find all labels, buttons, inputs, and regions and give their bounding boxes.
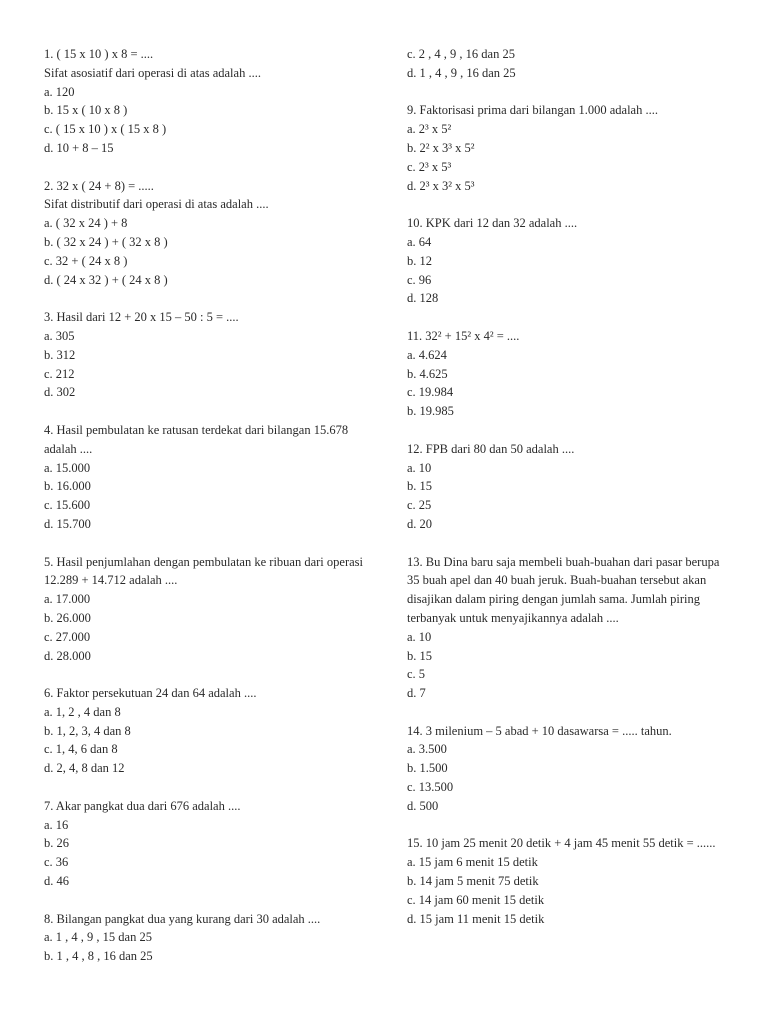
answer-option: a. 16 (44, 817, 69, 832)
answer-option: d. 500 (407, 798, 439, 813)
question-text: 10. KPK dari 12 dan 32 adalah .... (407, 216, 578, 231)
question-block (407, 45, 732, 83)
answer-option: d. 15.700 (44, 516, 91, 531)
answer-option: c. 19.984 (407, 385, 454, 400)
answer-options (407, 740, 732, 815)
answer-options (407, 628, 732, 703)
answer-option: a. 10 (407, 460, 432, 475)
question-text: 8. Bilangan pangkat dua yang kurang dari 30 adalah .... (44, 911, 321, 926)
answer-option: d. 7 (407, 686, 426, 701)
answer-option: a. 17.000 (44, 592, 91, 607)
question-text: 1. ( 15 x 10 ) x 8 = .... (44, 47, 154, 61)
answer-option: a. 15.000 (44, 460, 91, 475)
answer-option: b. 16.000 (44, 479, 91, 494)
answer-options (407, 120, 732, 195)
question-block (407, 327, 732, 421)
right-column (407, 45, 732, 947)
answer-option: c. 32 + ( 24 x 8 ) (44, 253, 128, 268)
answer-option: a. 4.624 (407, 347, 447, 362)
answer-option: b. 2² x 3³ x 5² (407, 140, 475, 155)
question-block (44, 308, 374, 402)
answer-options (407, 45, 732, 83)
answer-option: b. 312 (44, 347, 76, 362)
question-text: 4. Hasil pembulatan ke ratusan terdekat dari bilangan 15.678 adalah .... (44, 422, 349, 456)
answer-options (407, 233, 732, 308)
answer-options (407, 459, 732, 534)
answer-option: b. 1.500 (407, 761, 448, 776)
question-block (44, 45, 374, 158)
answer-option: b. 14 jam 5 menit 75 detik (407, 874, 539, 889)
answer-option: d. ( 24 x 32 ) + ( 24 x 8 ) (44, 272, 168, 287)
answer-options (44, 703, 374, 778)
question-block (44, 910, 374, 966)
answer-options (44, 590, 374, 665)
answer-option: c. 2 , 4 , 9 , 16 dan 25 (407, 47, 515, 61)
answer-options (44, 928, 374, 966)
answer-option: b. 15 (407, 648, 432, 663)
answer-option: a. 3.500 (407, 742, 447, 757)
question-text: 13. Bu Dina baru saja membeli buah-buahan dari pasar berupa 35 buah apel dan 40 buah jeruk. Buah-buahan tersebut akan disajikan dalam piring dengan jumlah sama. Jumlah piring terbanyak untuk menyajikannya adalah .... (407, 554, 720, 625)
answer-option: b. 26.000 (44, 610, 91, 625)
question-block (44, 684, 374, 778)
answer-option: b. 1 , 4 , 8 , 16 dan 25 (44, 949, 153, 964)
answer-option: b. 19.985 (407, 404, 454, 419)
answer-option: a. 120 (44, 84, 75, 99)
answer-option: a. 15 jam 6 menit 15 detik (407, 855, 538, 870)
answer-option: c. 25 (407, 498, 432, 513)
answer-option: c. 96 (407, 272, 432, 287)
answer-option: b. 1, 2, 3, 4 dan 8 (44, 723, 131, 738)
answer-options (407, 853, 732, 928)
question-text: 15. 10 jam 25 menit 20 detik + 4 jam 45 menit 55 detik = ...... (407, 836, 716, 851)
answer-option: b. 15 (407, 479, 432, 494)
question-text: 7. Akar pangkat dua dari 676 adalah .... (44, 798, 241, 813)
question-block (407, 553, 732, 703)
answer-option: c. 13.500 (407, 780, 454, 795)
answer-option: a. ( 32 x 24 ) + 8 (44, 216, 128, 231)
question-block (407, 722, 732, 816)
answer-options (44, 327, 374, 402)
answer-option: a. 64 (407, 234, 432, 249)
question-text: 6. Faktor persekutuan 24 dan 64 adalah .... (44, 686, 257, 701)
answer-option: b. 4.625 (407, 366, 448, 381)
answer-option: b. 12 (407, 253, 432, 268)
question-block (407, 101, 732, 195)
question-text: 2. 32 x ( 24 + 8) = ..... (44, 178, 154, 193)
answer-option: c. 14 jam 60 menit 15 detik (407, 892, 545, 907)
question-text: Sifat distributif dari operasi di atas adalah .... (44, 197, 269, 212)
question-block (407, 214, 732, 308)
answer-option: a. 2³ x 5² (407, 122, 452, 137)
question-block (44, 177, 374, 290)
answer-option: b. 15 x ( 10 x 8 ) (44, 103, 128, 118)
answer-option: c. 5 (407, 667, 426, 682)
answer-options (44, 214, 374, 289)
left-column (44, 45, 374, 985)
answer-option: d. 2³ x 3² x 5³ (407, 178, 475, 193)
answer-option: c. 2³ x 5³ (407, 159, 452, 174)
question-block (407, 834, 732, 928)
answer-option: d. 2, 4, 8 dan 12 (44, 761, 125, 776)
question-block (44, 797, 374, 891)
answer-option: d. 20 (407, 516, 432, 531)
answer-option: c. ( 15 x 10 ) x ( 15 x 8 ) (44, 122, 167, 137)
question-text: 9. Faktorisasi prima dari bilangan 1.000 adalah .... (407, 103, 658, 118)
question-text: 12. FPB dari 80 dan 50 adalah .... (407, 441, 575, 456)
question-text: 11. 32² + 15² x 4² = .... (407, 328, 520, 343)
answer-option: a. 1 , 4 , 9 , 15 dan 25 (44, 930, 152, 945)
answer-option: a. 305 (44, 328, 75, 343)
answer-option: d. 15 jam 11 menit 15 detik (407, 911, 545, 926)
answer-options (407, 346, 732, 421)
question-text: 3. Hasil dari 12 + 20 x 15 – 50 : 5 = .... (44, 310, 239, 325)
question-block (44, 421, 374, 534)
answer-option: b. ( 32 x 24 ) + ( 32 x 8 ) (44, 234, 168, 249)
answer-option: c. 15.600 (44, 498, 91, 513)
answer-option: d. 28.000 (44, 648, 91, 663)
answer-option: c. 212 (44, 366, 75, 381)
question-text: 14. 3 milenium – 5 abad + 10 dasawarsa = ..... tahun. (407, 723, 672, 738)
answer-option: a. 1, 2 , 4 dan 8 (44, 704, 121, 719)
answer-option: c. 36 (44, 855, 69, 870)
answer-options (44, 816, 374, 891)
question-text: 5. Hasil penjumlahan dengan pembulatan ke ribuan dari operasi 12.289 + 14.712 adalah .... (44, 554, 363, 588)
answer-option: d. 46 (44, 874, 69, 889)
answer-option: d. 128 (407, 291, 439, 306)
answer-options (44, 83, 374, 158)
answer-option: d. 1 , 4 , 9 , 16 dan 25 (407, 65, 516, 80)
answer-option: d. 302 (44, 385, 76, 400)
question-block (44, 553, 374, 666)
answer-options (44, 459, 374, 534)
question-text: Sifat asosiatif dari operasi di atas adalah .... (44, 65, 261, 80)
answer-option: c. 1, 4, 6 dan 8 (44, 742, 118, 757)
answer-option: b. 26 (44, 836, 69, 851)
answer-option: c. 27.000 (44, 629, 91, 644)
answer-option: a. 10 (407, 629, 432, 644)
answer-option: d. 10 + 8 – 15 (44, 140, 114, 155)
question-block (407, 440, 732, 534)
